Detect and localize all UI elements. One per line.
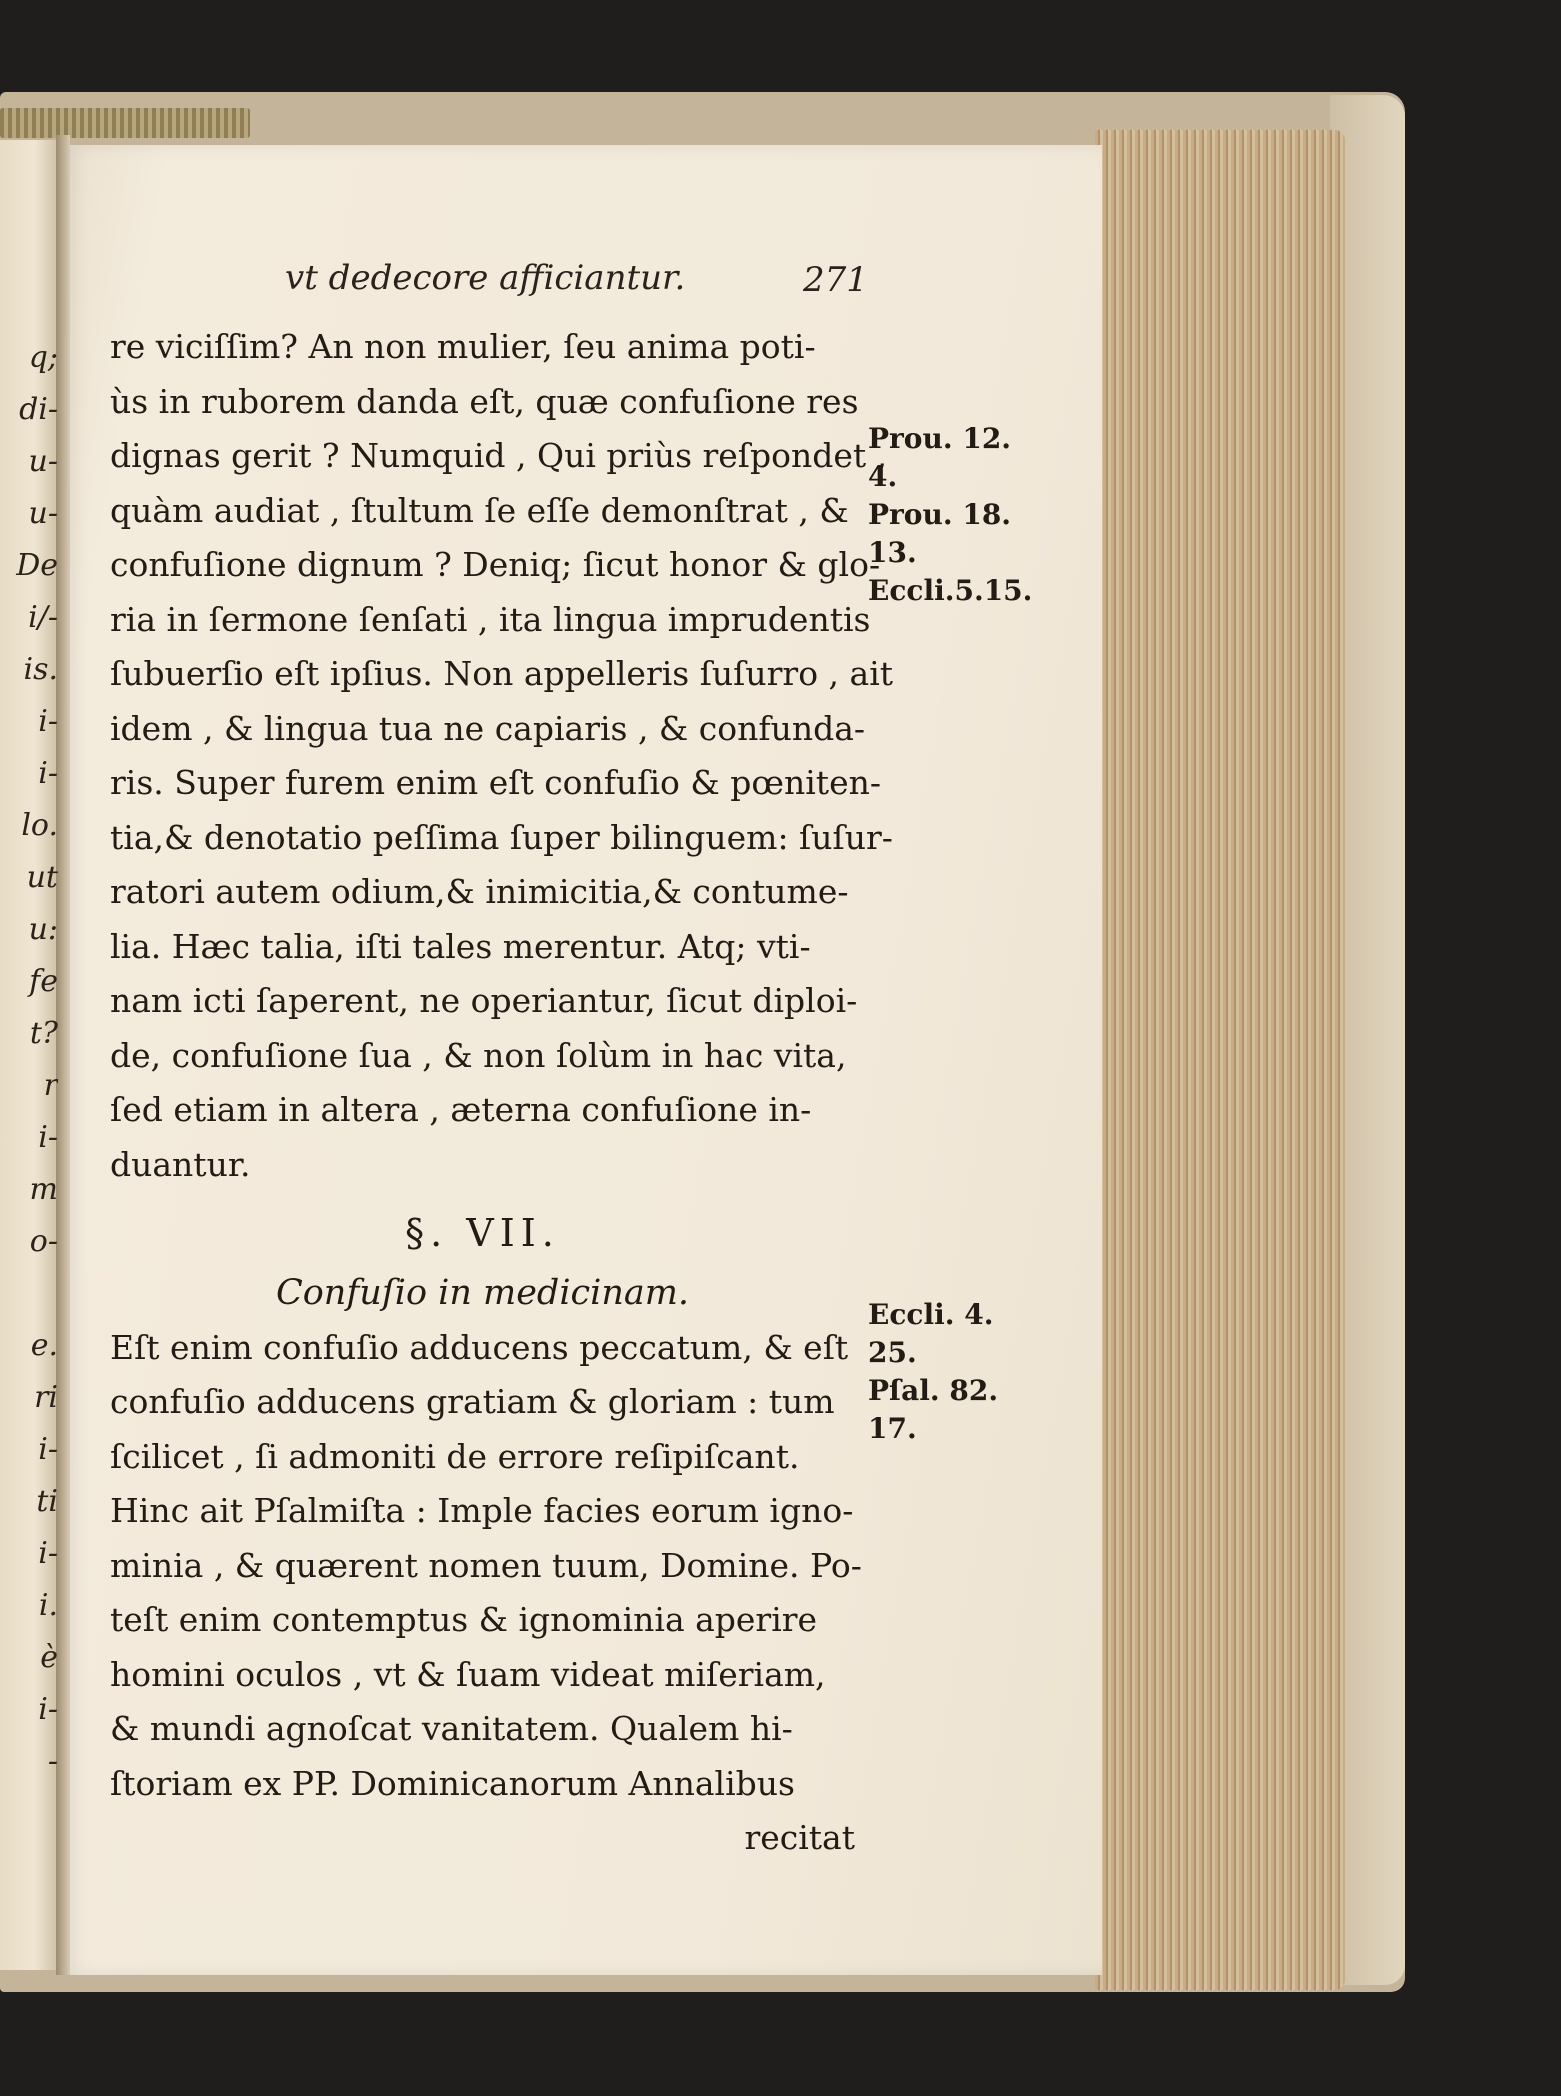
fragment: i- bbox=[38, 1120, 58, 1155]
fragment: i. bbox=[38, 1588, 58, 1623]
text-line: & mundi agnoſcat vanitatem. Qualem hi- bbox=[110, 1709, 793, 1748]
fragment: ti bbox=[36, 1484, 58, 1519]
section-heading: §. VII. bbox=[405, 1211, 560, 1255]
margin-note: Pſal. 82. bbox=[868, 1374, 999, 1407]
text-line: de, confuſione ſua , & non ſolùm in hac vita, bbox=[110, 1035, 847, 1075]
text-line: ſtoriam ex PP. Dominicanorum Annalibus bbox=[110, 1763, 795, 1803]
fragment: is. bbox=[23, 652, 58, 687]
text-line: confuſio adducens gratiam & gloriam : tum bbox=[110, 1382, 835, 1421]
margin-note: Eccli.5.15. bbox=[868, 574, 1033, 607]
text-line: dignas gerit ? Numquid , Qui priùs reſpondet , bbox=[110, 436, 888, 475]
fragment: u- bbox=[28, 496, 58, 531]
text-line: Hinc ait Pſalmiſta : Imple facies eorum igno- bbox=[110, 1491, 854, 1530]
margin-note: 13. bbox=[868, 536, 917, 569]
margin-note: Prou. 18. bbox=[868, 498, 1012, 531]
fragment: t? bbox=[29, 1016, 58, 1051]
fragment: i- bbox=[38, 1432, 58, 1467]
text-line: homini oculos , vt & ſuam videat miſeriam, bbox=[110, 1654, 826, 1694]
margin-note: 17. bbox=[868, 1412, 917, 1445]
fragment: ri bbox=[34, 1380, 58, 1415]
headband bbox=[0, 108, 250, 138]
fragment: u- bbox=[28, 444, 58, 479]
fragment: De bbox=[16, 548, 58, 583]
fragment bbox=[4, 1268, 58, 1320]
text-line: ris. Super furem enim eſt confuſio & pœniten- bbox=[110, 763, 882, 802]
text-line: re viciſſim? An non mulier, ſeu anima poti- bbox=[110, 327, 816, 366]
fragment: i/- bbox=[28, 600, 58, 635]
margin-notes-bottom bbox=[868, 1296, 998, 1448]
fragment: i- bbox=[38, 704, 58, 739]
fragment: r bbox=[43, 1068, 58, 1103]
text-line: ſcilicet , ſi admoniti de errore reſipiſcant. bbox=[110, 1436, 800, 1476]
fragment: fe bbox=[29, 964, 58, 999]
text-line: minia , & quærent nomen tuum, Domine. Po- bbox=[110, 1545, 862, 1585]
fragment: i- bbox=[38, 1536, 58, 1571]
fragment: i- bbox=[38, 756, 58, 791]
text-line: ria in ſermone ſenſati , ita lingua imprudentis bbox=[110, 599, 871, 639]
fragment: o- bbox=[29, 1224, 58, 1259]
catchword: recitat bbox=[744, 1818, 855, 1857]
text-line: lia. Hæc talia, iſti tales merentur. Atq; vti- bbox=[110, 926, 811, 966]
margin-note: Prou. 12. bbox=[868, 422, 1012, 455]
fragment: ut bbox=[26, 860, 58, 895]
fragment: di- bbox=[19, 392, 58, 427]
running-head: vt dedecore afficiantur. bbox=[285, 258, 686, 298]
text-line: ſubuerſio eſt ipſius. Non appelleris ſuſurro , ait bbox=[110, 654, 894, 693]
fragment: è bbox=[40, 1640, 58, 1675]
text-line: nam icti ſaperent, ne operiantur, ſicut diploi- bbox=[110, 981, 858, 1020]
page-number: 271 bbox=[803, 260, 868, 300]
text-line: ratori autem odium,& inimicitia,& contume- bbox=[110, 872, 849, 911]
text-line: Eſt enim confuſio adducens peccatum, & eſt bbox=[110, 1327, 849, 1367]
text-line: ùs in ruborem danda eſt, quæ confuſione res bbox=[110, 381, 859, 421]
fragment: lo. bbox=[21, 808, 58, 843]
fore-edge bbox=[1095, 130, 1345, 1990]
fragment: - bbox=[47, 1744, 58, 1779]
text-line: tia,& denotatio peſſima ſuper bilinguem: ſuſur- bbox=[110, 817, 893, 857]
left-page-fragments bbox=[4, 332, 58, 1788]
text-line: idem , & lingua tua ne capiaris , & confunda- bbox=[110, 708, 866, 748]
margin-notes-top bbox=[868, 420, 1032, 610]
fragment: m bbox=[29, 1172, 58, 1207]
gutter bbox=[56, 135, 70, 1975]
fragment: e. bbox=[30, 1328, 58, 1363]
text-line: ſed etiam in altera , æterna confuſione in- bbox=[110, 1090, 812, 1129]
text-line: teſt enim contemptus & ignominia aperire bbox=[110, 1600, 818, 1639]
text-line: duantur. bbox=[110, 1144, 251, 1184]
section-title: Confuſio in medicinam. bbox=[275, 1273, 690, 1313]
margin-note: 4. bbox=[868, 460, 898, 493]
text-line: confuſione dignum ? Deniq; ſicut honor & glo- bbox=[110, 545, 881, 584]
fragment: u: bbox=[28, 912, 58, 947]
fragment: i- bbox=[38, 1692, 58, 1727]
margin-note: Eccli. 4. bbox=[868, 1298, 994, 1331]
fragment: q; bbox=[28, 340, 58, 375]
margin-note: 25. bbox=[868, 1336, 917, 1369]
text-line: quàm audiat , ſtultum ſe eſſe demonſtrat , & bbox=[110, 490, 849, 530]
